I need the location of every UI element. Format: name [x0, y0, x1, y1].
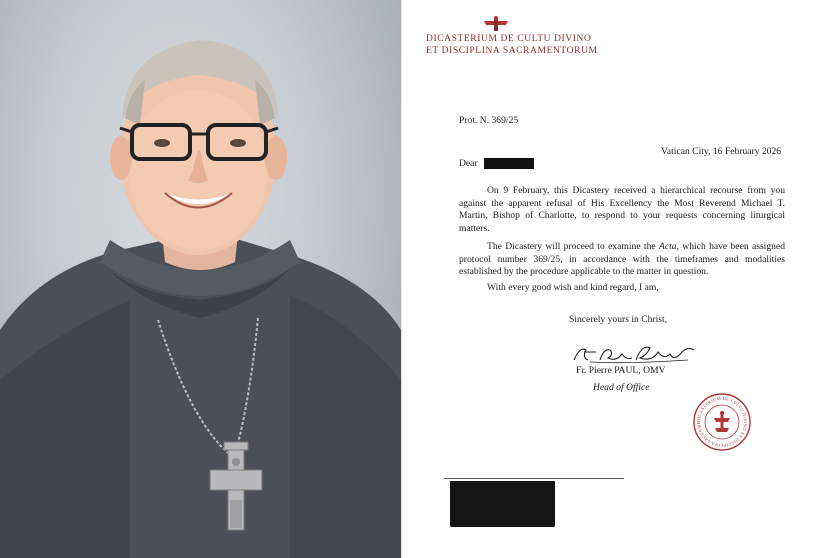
place-and-date: Vatican City, 16 February 2026	[661, 146, 782, 157]
signer-title: Head of Office	[593, 382, 650, 393]
paragraph-2-text-before: The Dicastery will proceed to examine the	[487, 241, 659, 252]
portrait-photo	[0, 0, 401, 558]
protocol-number: Prot. N. 369/25	[459, 115, 519, 126]
official-seal-stamp	[692, 392, 752, 452]
dicastery-name-line1: DICASTERIUM DE CULTU DIVINO	[426, 34, 592, 44]
salutation: Dear	[459, 158, 478, 169]
friar-portrait-illustration	[0, 0, 401, 558]
bottom-rule	[444, 478, 624, 479]
letter-paragraph-2	[459, 241, 785, 279]
closing-phrase: Sincerely yours in Christ,	[569, 314, 668, 325]
dicastery-crest-icon	[482, 15, 510, 33]
redacted-address-top	[450, 481, 555, 494]
dicastery-name-line2: ET DISCIPLINA SACRAMENTORUM	[426, 46, 598, 56]
paragraph-1-text: On 9 February, this Dicastery received a hierarchical recourse from you against the apparent refusal of His Excellency the Most Reverend Michael T. Martin, Bishop of Charlotte, to respond to your requests concerning liturgical matters.	[459, 185, 785, 234]
letter-paragraph-1	[459, 185, 785, 235]
redacted-address-block	[450, 490, 555, 527]
letter-paragraph-3: With every good wish and kind regard, I am,	[487, 282, 659, 293]
signer-name: Fr. Pierre PAUL, OMV	[576, 365, 666, 376]
paragraph-2-text-after: , which have been assigned protocol number 369/25, in accordance with the timeframes and modalities established by the procedure applicable to the matter in question.	[459, 241, 785, 278]
letter-document	[401, 0, 821, 558]
svg-text:DICASTERIUM DE CULTU DIVINO ET: DICASTERIUM DE CULTU DIVINO ET DISCIPLINA SACRAME	[695, 395, 749, 449]
redacted-recipient-name	[484, 158, 534, 169]
acta-italic: Acta	[658, 241, 677, 252]
